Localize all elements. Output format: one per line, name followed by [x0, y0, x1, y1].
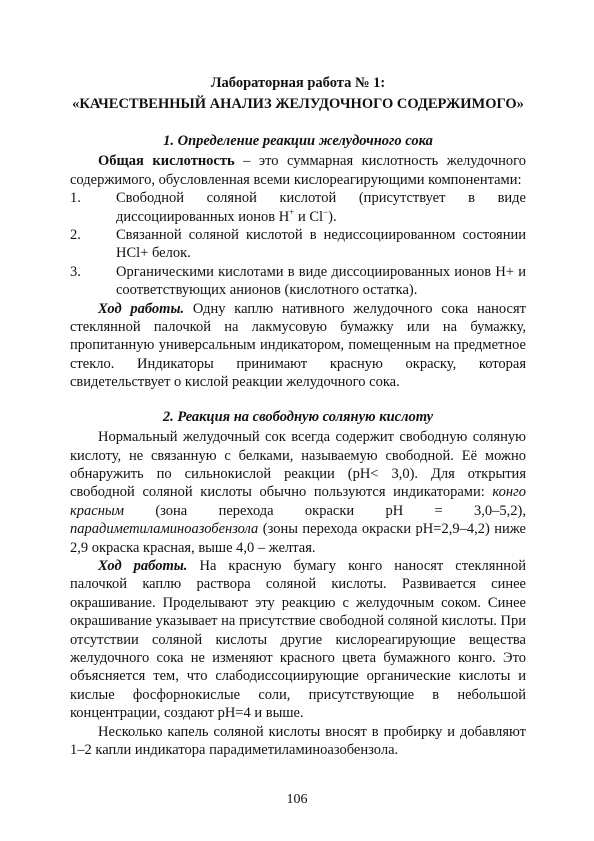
- section1-heading: 1. Определение реакции желудочного сока: [163, 133, 433, 149]
- section1-paragraph-text: – это суммарная кислотность желудочного содержимого, обусловленная всеми кислореагирующими компонентами:: [70, 153, 526, 188]
- list-item-number: 3.: [70, 263, 81, 280]
- section2-paragraph: [70, 428, 526, 557]
- lab-title: Лабораторная работа № 1:: [210, 75, 386, 91]
- indicator-dimethylaminoazobenzene: парадиметиламиноазобензола: [70, 521, 259, 538]
- paragraph-text: (зона перехода окраски pH = 3,0–5,2),: [124, 502, 526, 519]
- section2-paragraph-3: Несколько капель соляной кислоты вносят в пробирку и добавляют 1–2 капли индикатора парадиметиламиноазобензола.: [70, 723, 526, 758]
- procedure-label: Ход работы.: [98, 557, 188, 574]
- indicator-congo-red: конго красным: [70, 484, 526, 519]
- section1-procedure: [70, 300, 526, 392]
- section1-paragraph: [70, 152, 526, 189]
- lab-subtitle: «КАЧЕСТВЕННЫЙ АНАЛИЗ ЖЕЛУДОЧНОГО СОДЕРЖИМОГО»: [72, 96, 524, 112]
- list-item-number: 2.: [70, 227, 81, 244]
- section2-heading: 2. Реакция на свободную соляную кислоту: [162, 408, 434, 425]
- paragraph-text: Нормальный желудочный сок всегда содержит свободную соляную кислоту, не связанную с белками, называемую свободной. Её можно обнаружить по сильнокислой реакции (pH< 3,0). Для открытия свободной соляной кислоты обычно пользуются индикаторами:: [70, 429, 526, 501]
- list-item-text: [116, 189, 526, 226]
- list-item-text-part: и Cl: [294, 208, 324, 225]
- acidity-components-list: [70, 189, 526, 299]
- list-item: [70, 263, 526, 300]
- procedure-text: Одну каплю нативного желудочного сока наносят стеклянной палочкой на лакмусовую бумажку или на бумажку, пропитанную универсальным индикатором, помещенным на предметное стекло. Индикаторы принимают красную окраску, которая свидетельствует о кислой реакции желудочного сока.: [70, 300, 526, 391]
- superscript-plus: +: [289, 206, 295, 217]
- paragraph-text: (зоны перехода окраски pH=2,9–4,2) ниже 2,9 окраска красная, выше 4,0 – желтая.: [70, 521, 526, 556]
- list-item-text: Органическими кислотами в виде диссоциированных ионов Н+ и соответствующих анионов (кислотного остатка).: [116, 263, 526, 299]
- list-item-text-part: Свободной соляной кислотой (присутствует в виде диссоциированных ионов Н: [116, 190, 526, 225]
- superscript-minus: −: [323, 206, 329, 217]
- procedure-label: Ход работы.: [98, 300, 185, 317]
- term-total-acidity: Общая кислотность: [98, 153, 235, 170]
- list-item-number: 1.: [70, 190, 81, 207]
- list-item-text: Связанной соляной кислотой в недиссоциированном состоянии HCl+ белок.: [116, 227, 526, 262]
- section2-procedure: [70, 557, 526, 723]
- procedure-text: На красную бумагу конго наносят стеклянной палочкой каплю раствора соляной кислоты. Развивается синее окрашивание. Проделывают эту реакцию с желудочным соком. Синее окрашивание указывает на присутствие свободной соляной кислоты. При отсутствии соляной кислоты другие кислореагирующие вещества желудочного сока не изменяют красного цвета бумажного конго. Это объясняется тем, что слабодиссоциирующие органические кислоты и кислые фосфорнокислые соли, присутствующие в небольшой концентрации, создают pH=4 и выше.: [70, 557, 526, 722]
- list-item-text-part: ).: [328, 208, 337, 225]
- document-page: [70, 74, 526, 759]
- page-number: 106: [286, 792, 308, 807]
- list-item: [70, 226, 526, 263]
- list-item: [70, 189, 526, 226]
